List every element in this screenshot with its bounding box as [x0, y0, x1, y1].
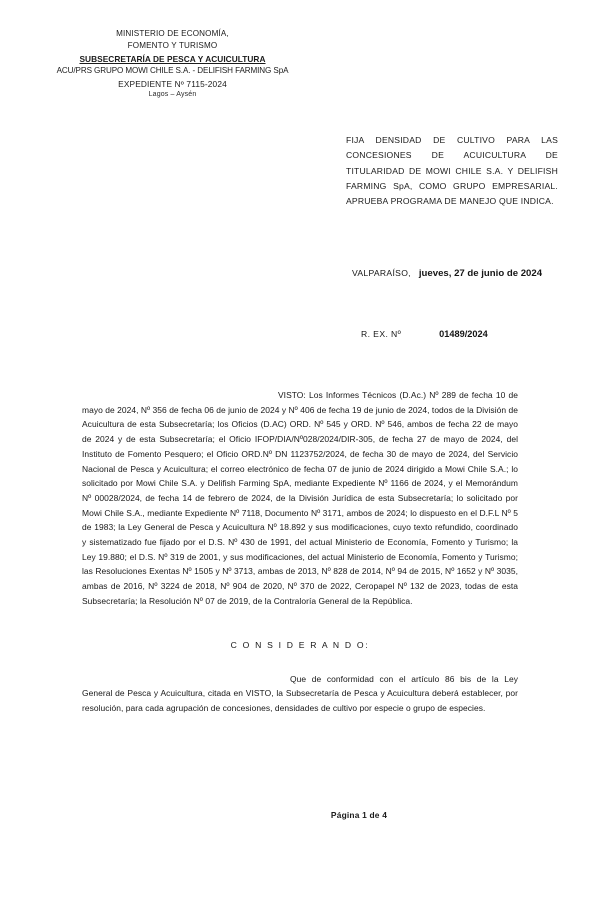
considerando-text: Que de conformidad con el artículo 86 bis de la Ley General de Pesca y Acuicultura, citada en VISTO, la Subsecretaría de Pesca y Acuicultura deberá establecer, por resolución, para cada agrupación de concesiones, densidades de cultivo por especie o grupo de especies. [82, 673, 518, 713]
issue-date: jueves, 27 de junio de 2024 [418, 268, 543, 279]
ministry-line-2: FOMENTO Y TURISMO [127, 41, 218, 51]
resolution-label: R. EX. Nº [361, 329, 402, 339]
expediente-line: EXPEDIENTE Nº 7115-2024 [118, 78, 227, 89]
regions-line: Lagos – Aysén [148, 91, 197, 99]
considerando-heading: C O N S I D E R A N D O: [230, 639, 370, 650]
ministry-line-1: MINISTERIO DE ECONOMÍA, [116, 29, 229, 38]
place-label: VALPARAÍSO, [352, 268, 411, 278]
visto-text: VISTO: Los Informes Técnicos (D.Ac.) Nº 289 de fecha 10 de mayo de 2024, Nº 356 de fecha 06 de junio de 2024 y Nº 406 de fecha 19 de junio de 2024, todos de la División de Acuicultura de esta Subsecretaría; los Oficios (D.AC) ORD. Nº 545 y ORD. Nº 546, ambos de fecha 22 de mayo de 2024 y de esta Subsecretaría; el Oficio IFOP/DIA/Nº028/2024/DIR-305, de fecha 27 de mayo de 2024, del Instituto de Fomento Pesquero; el Oficio ORD.Nº DN 1123752/2024, de fecha 30 de mayo de 2024, del Servicio Nacional de Pesca y Acuicultura; el correo electrónico de fecha 07 de junio de 2024 dirigido a Mowi Chile S.A.; lo solicitado por Mowi Chile S.A. y Delifish Farming SpA, mediante Expediente Nº 1166 de 2024, y el Memorándum Nº 00028/2024, de fecha 14 de febrero de 2024, de la División Jurídica de esta Subsecretaría; lo solicitado por Mowi Chile S.A., mediante Expediente Nº 7118, Documento Nº 3171, ambos de 2024; lo dispuesto en el D.F.L Nº 5 de 1983; la Ley General de Pesca y Acuicultura Nº 18.892 y sus modificaciones, cuyo texto refundido, coordinado y sistematizado fue fijado por el D.S. Nº 430 de 1991, del actual Ministerio de Economía, Fomento y Turismo; la Ley 19.880; el D.S. Nº 319 de 2001, y sus modificaciones, del actual Ministerio de Economía, Fomento y Turismo; las Resoluciones Exentas Nº 1505 y Nº 3713, ambas de 2013, Nº 828 de 2014, Nº 94 de 2015, Nº 1652 y Nº 3035, ambas de 2016, Nº 3224 de 2018, Nº 904 de 2020, Nº 370 de 2022, Ceropapel Nº 132 de 2023, todas de esta Subsecretaría; la Resolución Nº 07 de 2019, de la Contraloría General de la República. [82, 390, 518, 606]
resolution-number: 01489/2024 [439, 329, 488, 339]
visto-paragraph [82, 388, 518, 609]
body-spacer-2 [82, 650, 518, 672]
group-reference-line: ACU/PRS GRUPO MOWI CHILE S.A. - DELIFISH FARMING SpA [56, 66, 289, 76]
considerando-paragraph [82, 672, 518, 716]
place-date-line [352, 268, 592, 279]
body-spacer-1 [82, 609, 518, 640]
subsecretaria-line: SUBSECRETARÍA DE PESCA Y ACUICULTURA [79, 53, 266, 64]
document-body [82, 388, 518, 716]
resolution-line [361, 329, 591, 339]
subject-block: FIJA DENSIDAD DE CULTIVO PARA LAS CONCESIONES DE ACUICULTURA DE TITULARIDAD DE MOWI CHILE S.A. Y DELIFISH FARMING SpA, COMO GRUPO EMPRESARIAL. APRUEBA PROGRAMA DE MANEJO QUE INDICA. [346, 135, 558, 207]
page-footer: Página 1 de 4 [330, 810, 388, 820]
letterhead [40, 28, 305, 101]
